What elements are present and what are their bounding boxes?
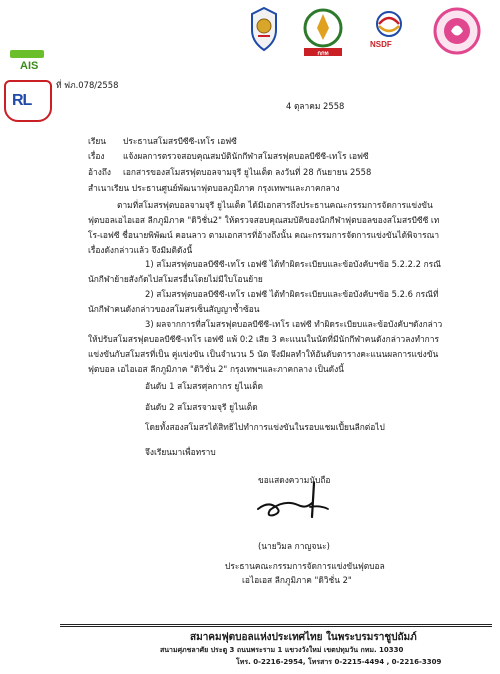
body-line: 3) ผลจากการที่สโมสรฟุตบอลบีซีซี-เทโร เอฟซี ทำผิดระเบียบและข้อบังคับฯดังกล่าว	[145, 319, 443, 329]
pink-circle-emblem-icon	[432, 6, 482, 56]
body-line: แข่งขันกับสโมสรที่เป็น คู่แข่งขัน เป็นจำนวน 5 นัด จึงมีผลทำให้อันดับตารางคะแนนผลการแข่งขัน	[88, 349, 439, 359]
body-line: 1) สโมสรฟุตบอลบีซีซี-เทโร เอฟซี ได้ทำผิดระเบียบและข้อบังคับฯข้อ 5.2.2.2 กรณี	[145, 259, 441, 269]
document-date: 4 ตุลาคม 2558	[286, 101, 345, 111]
body-line: ฟุตบอลเอไอเอส ลีกภูมิภาค "ดิวิชั่น2" ให้ตรวจสอบคุณสมบัติของนักกีฬาฟุตบอลของสโมสรบีซีซี เท	[88, 215, 440, 225]
ais-logo	[6, 50, 50, 78]
nsdf-logo-text: NSDF	[370, 40, 392, 49]
body-line: โร-เอฟซี ชื่อนายพิพัฒน์ คอนลาว ตามเอกสารที่อ้างถึงนั้น คณะกรรมการจัดการแข่งขันได้พิจารณา	[88, 230, 440, 240]
field-value-reference: เอกสารของสโมสรฟุตบอลจามจุรี ยูไนเต็ด ลงวันที่ 28 กันยายน 2558	[123, 167, 372, 177]
field-label-to: เรียน	[88, 136, 106, 146]
ranking-line: อันดับ 1 สโมสรศุลกากร ยูไนเต็ด	[145, 381, 263, 391]
footer-organization: สมาคมฟุตบอลแห่งประเทศไทย ในพระบรมราชูปถัมภ์	[190, 632, 417, 643]
footer-phones: โทร. 0-2216-2954, โทรสาร 0-2215-4494 , 0-2216-3309	[236, 658, 442, 666]
ais-logo-text: AIS	[20, 60, 39, 72]
signatory-title-line1: ประธานคณะกรรมการจัดการแข่งขันฟุตบอล	[225, 561, 385, 571]
field-value-to: ประธานสโมสรบีซีซี-เทโร เอฟซี	[123, 136, 237, 146]
body-line: ให้ปรับสโมสรฟุตบอลบีซีซี-เทโร เอฟซี แพ้ 0:2 เสีย 3 คะแนนในนัดที่มีนักกีฬาคนดังกล่าวลงทำการ	[88, 334, 439, 344]
body-line: ตามที่สโมสรฟุตบอลจามจุรี ยูไนเต็ด ได้มีเอกสารถึงประธานคณะกรรมการจัดการแข่งขัน	[117, 200, 433, 210]
nsdf-logo-icon	[364, 10, 414, 56]
field-value-subject: แจ้งผลการตรวจสอบคุณสมบัตินักกีฬาสโมสรฟุตบอลบีซีซี-เทโร เอฟซี	[123, 151, 369, 161]
body-line: เรื่องดังกล่าวแล้ว จึงมีมติดังนี้	[88, 245, 193, 255]
footer-divider-secondary	[60, 626, 492, 627]
football-association-crest-icon	[246, 6, 282, 52]
sports-authority-emblem-icon	[296, 4, 350, 58]
body-line: 2) สโมสรฟุตบอลบีซีซี-เทโร เอฟซี ได้ทำผิดระเบียบและข้อบังคับฯข้อ 5.2.6 กรณีที่	[145, 289, 439, 299]
closing-request: จึงเรียนมาเพื่อทราบ	[145, 447, 216, 457]
field-label-reference: อ้างถึง	[88, 167, 111, 177]
footer-divider	[60, 624, 492, 625]
body-line: ฟุตบอล เอไอเอส ลีกภูมิภาค "ดิวิชั่น 2" กรุงเทพฯและภาคกลาง เป็นดังนี้	[88, 364, 344, 374]
document-number: ที่ ฟภ.078/2558	[56, 80, 119, 90]
body-line: โดยทั้งสองสโมสรได้สิทธิไปทำการแข่งขันในรอบแชมเปี้ยนลีกต่อไป	[145, 422, 385, 432]
regional-league-logo	[4, 80, 52, 122]
rl-logo-text: RL	[12, 92, 32, 109]
handwritten-signature	[254, 479, 330, 521]
body-line: นักกีฬาคนดังกล่าวของสโมสรเซ็นสัญญาซ้ำซ้อน	[88, 304, 260, 314]
signatory-name: (นายวิมล กาญจนะ)	[258, 541, 330, 551]
footer-address: สนามศุภชลาศัย ประตู 3 ถนนพระราม 1 แขวงวังใหม่ เขตปทุมวัน กทม. 10330	[160, 646, 404, 654]
closing-phrase: ขอแสดงความนับถือ	[258, 475, 331, 485]
field-label-subject: เรื่อง	[88, 151, 105, 161]
body-line: นักกีฬาย้ายสังกัดไปสโมสรอื่นโดยไม่มีใบโอนย้าย	[88, 274, 263, 284]
svg-text:กกท: กกท	[317, 50, 329, 57]
copy-to-line: สำเนาเรียน ประธานศูนย์พัฒนาฟุตบอลภูมิภาค กรุงเทพฯและภาคกลาง	[88, 183, 340, 193]
ranking-line: อันดับ 2 สโมสรจามจุรี ยูไนเต็ด	[145, 402, 258, 412]
signatory-title-line2: เอไอเอส ลีกภูมิภาค "ดิวิชั่น 2"	[242, 575, 352, 585]
